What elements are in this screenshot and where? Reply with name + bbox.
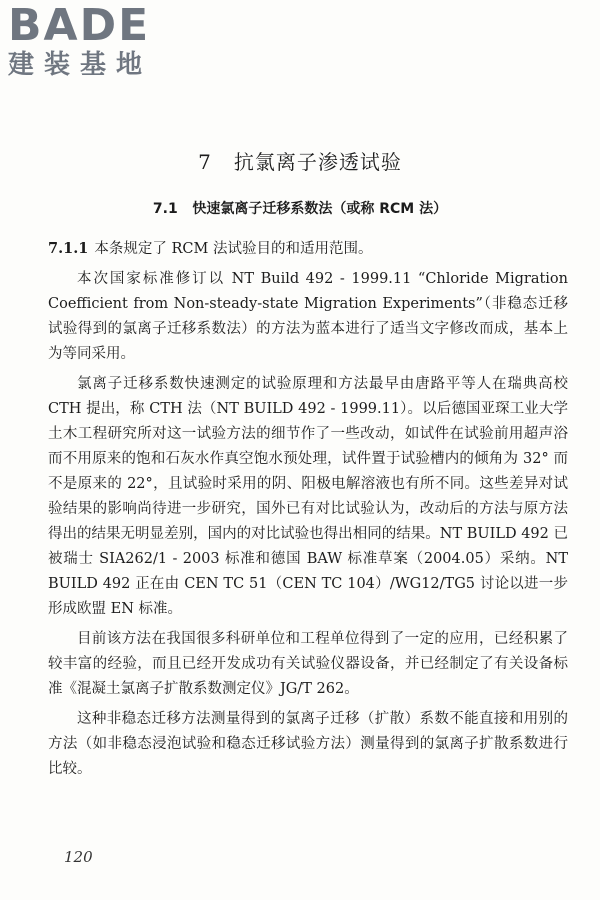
logo-subtitle: 建装基地 [8,50,153,80]
paragraph-3: 目前该方法在我国很多科研单位和工程单位得到了一定的应用，已经积累了较丰富的经验，而且已经开发成功有关试验仪器设备，并已经制定了有关设备标准《混凝土氯离子扩散系数测定仪》JG/T 262。 [48,631,568,697]
clause-paragraph [48,236,568,262]
logo-brand-text: BADE [8,0,151,51]
clause-text: 本条规定了 RCM 法试验目的和适用范围。 [94,241,373,257]
section-title-text: 快速氯离子迁移系数法（或称 RCM 法） [192,201,448,217]
page-number: 120 [64,848,93,866]
chapter-title-text: 抗氯离子渗透试验 [233,150,402,174]
section-title [0,198,600,218]
clause-number: 7.1.1 [48,240,89,257]
paragraph-1: 本次国家标准修订以 NT Build 492 - 1999.11 “Chloride Migration Coefficient from Non-steady-state Migration Experiments”（非稳态迁移试验得到的氯离子迁移系数法）的方法为蓝本进行了适当文字修改而成，基本上为等同采用。 [48,271,568,362]
paragraph-2: 氯离子迁移系数快速测定的试验原理和方法最早由唐路平等人在瑞典高校 CTH 提出，称 CTH 法（NT BUILD 492 - 1999.11）。以后德国亚琛工业大学土木工程研究所对这一试验方法的细节作了一些改动，如试件在试验前用超声浴而不用原来的饱和石灰水作真空饱水预处理，试件置于试验槽内的倾角为 32° 而不是原来的 22°，且试验时采用的阴、阳极电解溶液也有所不同。这些差异对试验结果的影响尚待进一步研究，国外已有对比试验认为，改动后的方法与原方法得出的结果无明显差别，国内的对比试验也得出相同的结果。NT BUILD 492 已被瑞士 SIA262/1 - 2003 标准和德国 BAW 标准草案（2004.05）采纳。NT BUILD 492 正在由 CEN TC 51（CEN TC 104）/WG12/TG5 讨论以进一步形成欧盟 EN 标准。 [48,376,568,617]
body-text [48,236,568,787]
brand-logo [8,0,153,80]
paragraph-4: 这种非稳态迁移方法测量得到的氯离子迁移（扩散）系数不能直接和用别的方法（如非稳态浸泡试验和稳态迁移试验方法）测量得到的氯离子扩散系数进行比较。 [48,711,568,777]
section-number: 7.1 [152,201,178,217]
chapter-number: 7 [198,150,212,174]
chapter-title [0,146,600,175]
